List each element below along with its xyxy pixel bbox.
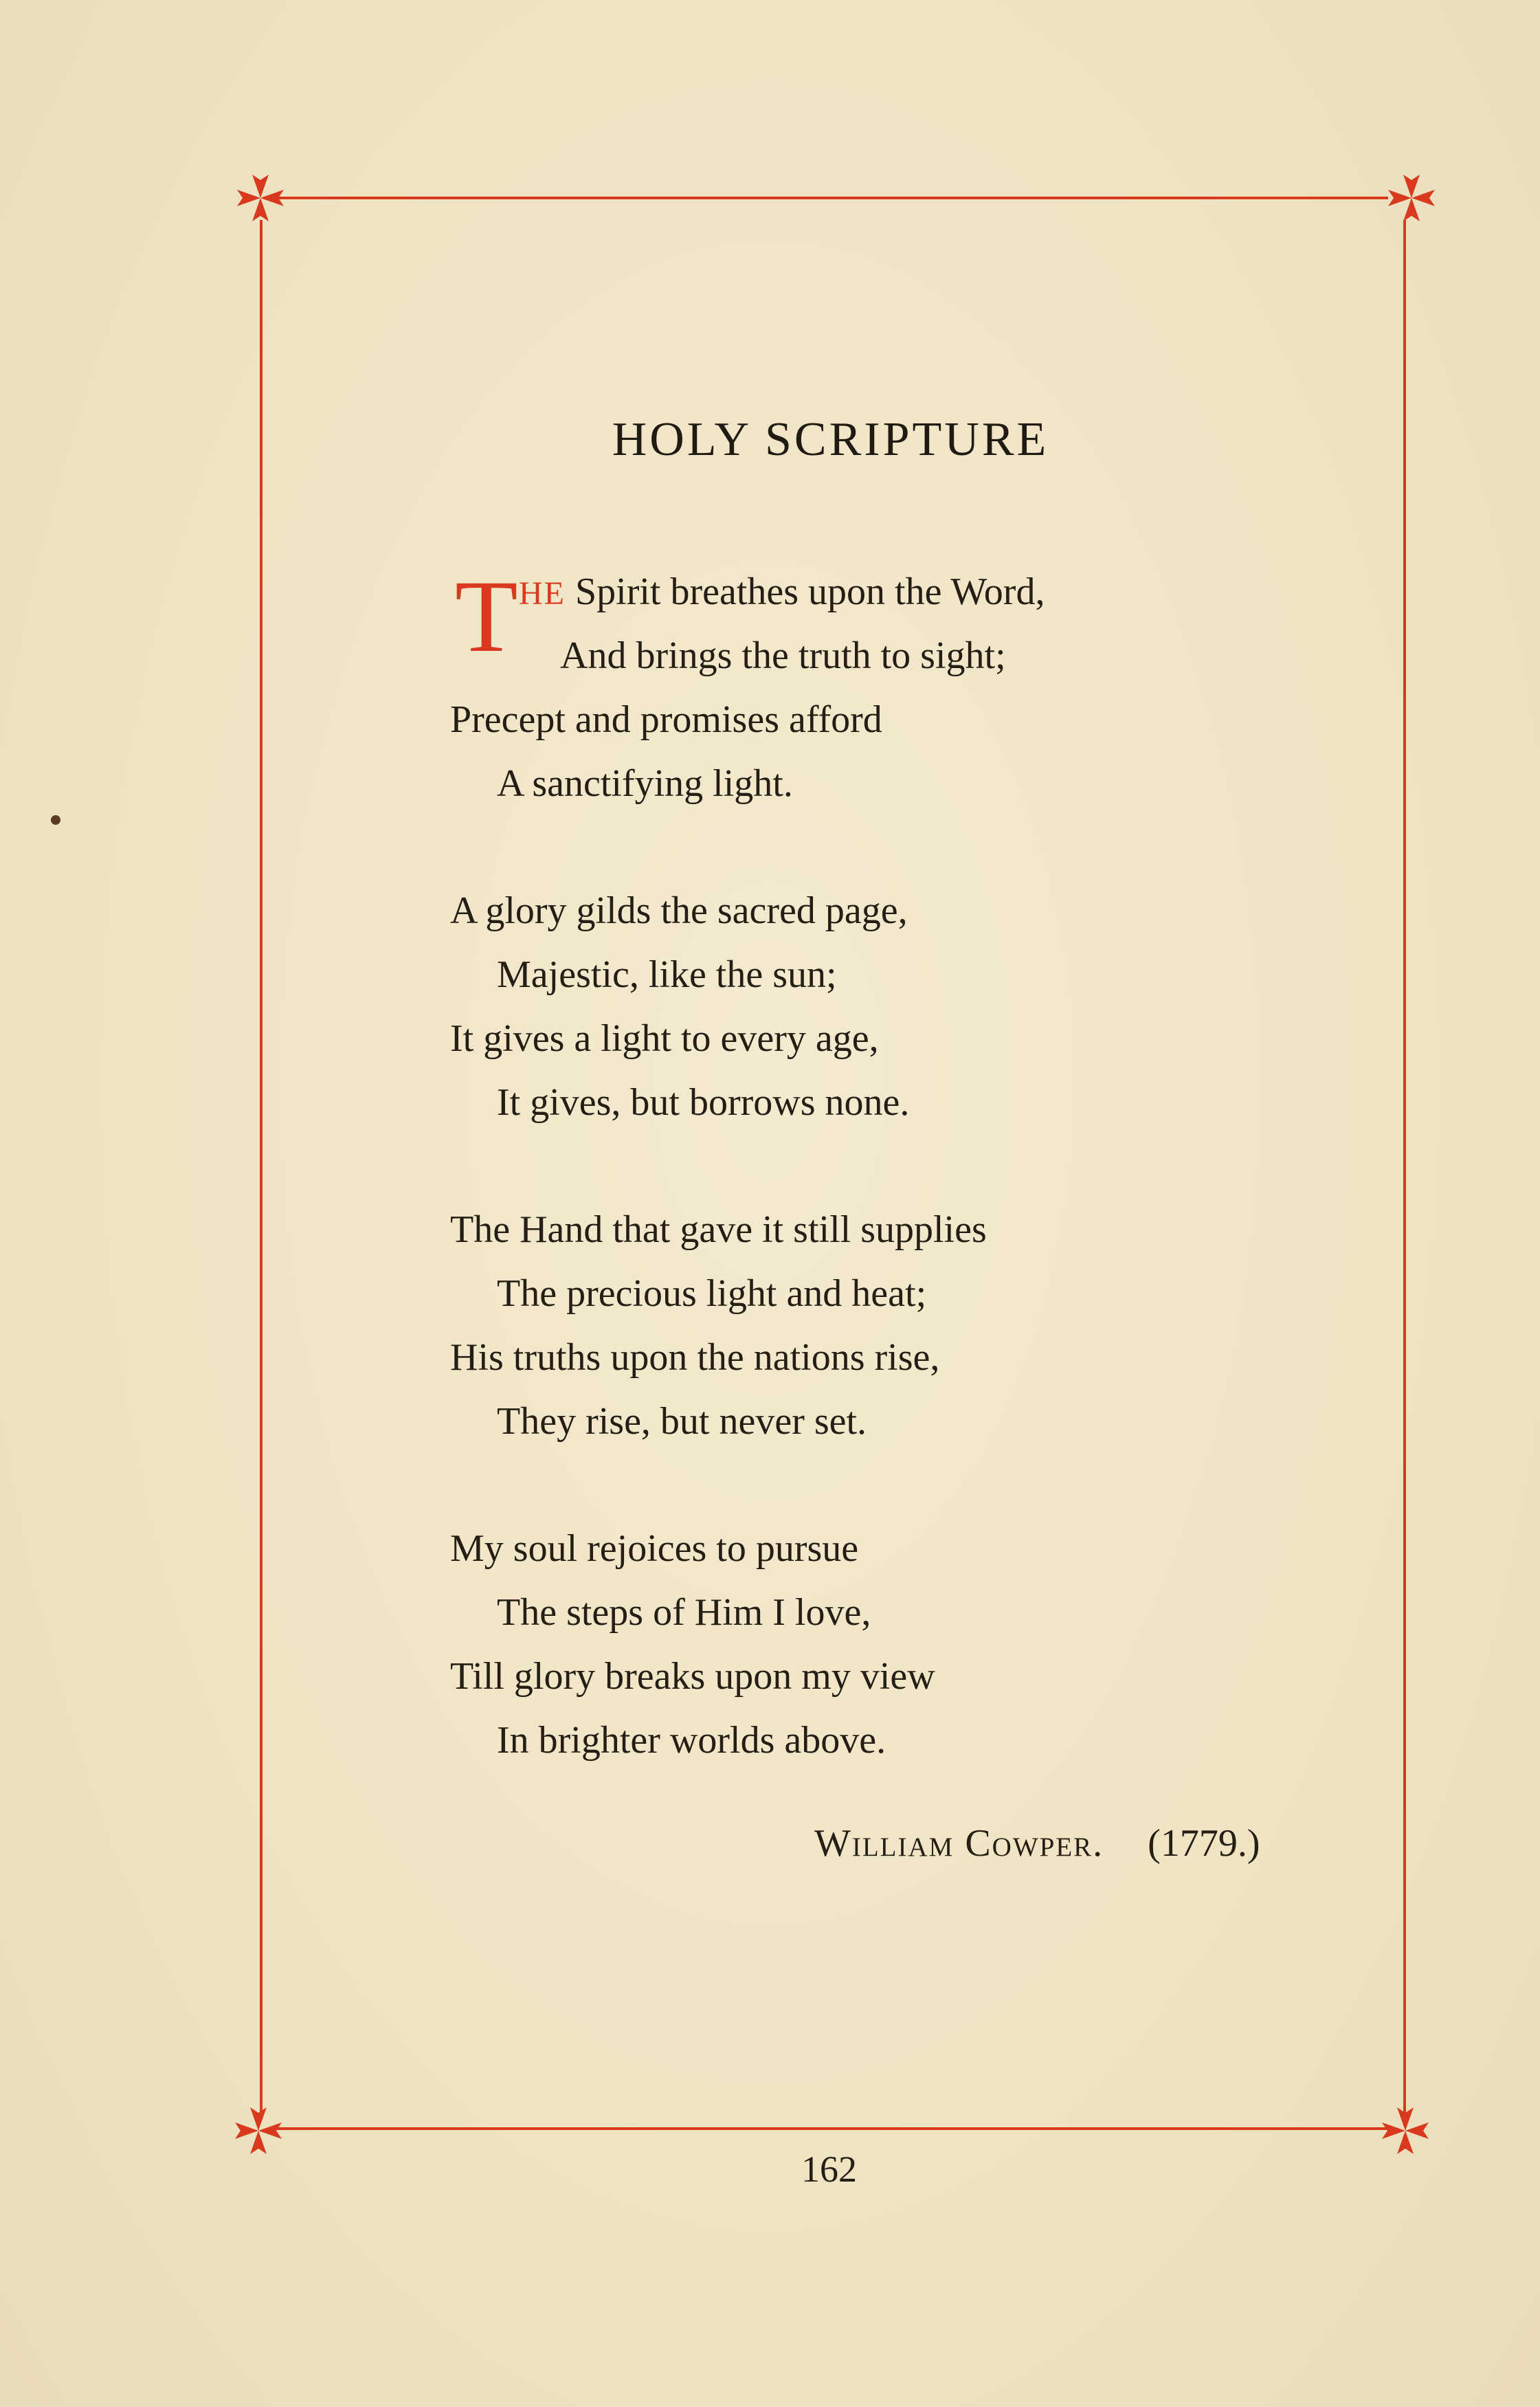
maltese-cross-icon bbox=[1384, 170, 1439, 225]
attribution bbox=[814, 1821, 1260, 1865]
paper-speck bbox=[51, 815, 60, 825]
poem-line: They rise, but never set. bbox=[497, 1400, 867, 1443]
poem-line: Majestic, like the sun; bbox=[497, 953, 837, 996]
page-number-text: 162 bbox=[801, 2149, 857, 2190]
poem-line: And brings the truth to sight; bbox=[560, 634, 1006, 677]
poem-line bbox=[450, 560, 1412, 624]
poem-line: The steps of Him I love, bbox=[497, 1591, 871, 1634]
poem-line: Till glory breaks upon my view bbox=[450, 1655, 935, 1698]
stanza bbox=[450, 1198, 1412, 1454]
poem-line: Precept and promises afford bbox=[450, 698, 882, 741]
author-name: William Cowper. bbox=[814, 1822, 1104, 1865]
first-line-rest: Spirit breathes upon the Word, bbox=[574, 570, 1045, 613]
poem-line: In brighter worlds above. bbox=[497, 1719, 886, 1762]
poem-line: A glory gilds the sacred page, bbox=[450, 889, 908, 932]
poem-line: It gives a light to every age, bbox=[450, 1017, 879, 1060]
stanza bbox=[450, 560, 1412, 816]
stanza bbox=[450, 1517, 1412, 1773]
poem-body bbox=[450, 560, 1412, 1773]
poem-line: It gives, but borrows none. bbox=[497, 1081, 910, 1124]
poem-line: The Hand that gave it still supplies bbox=[450, 1208, 987, 1251]
poem-line: My soul rejoices to pursue bbox=[450, 1527, 859, 1570]
poem-title-text: HOLY SCRIPTURE bbox=[612, 413, 1049, 466]
stanza-gap bbox=[450, 1454, 1412, 1517]
poem-line: The precious light and heat; bbox=[497, 1272, 927, 1315]
poem-line: A sanctifying light. bbox=[497, 762, 793, 805]
poem-title bbox=[0, 412, 1540, 467]
border-left-rule bbox=[260, 220, 263, 2117]
stanza bbox=[450, 879, 1412, 1135]
stanza-gap bbox=[450, 816, 1412, 879]
maltese-cross-icon bbox=[233, 170, 288, 225]
border-bottom-rule bbox=[275, 2127, 1388, 2130]
page-number bbox=[0, 2148, 1540, 2190]
stanza-gap bbox=[450, 1135, 1412, 1198]
first-line-caps: HE bbox=[519, 575, 566, 612]
poem-line: His truths upon the nations rise, bbox=[450, 1336, 940, 1379]
border-top-rule bbox=[275, 197, 1388, 199]
year: (1779.) bbox=[1148, 1822, 1260, 1865]
drop-cap: T bbox=[455, 559, 518, 674]
